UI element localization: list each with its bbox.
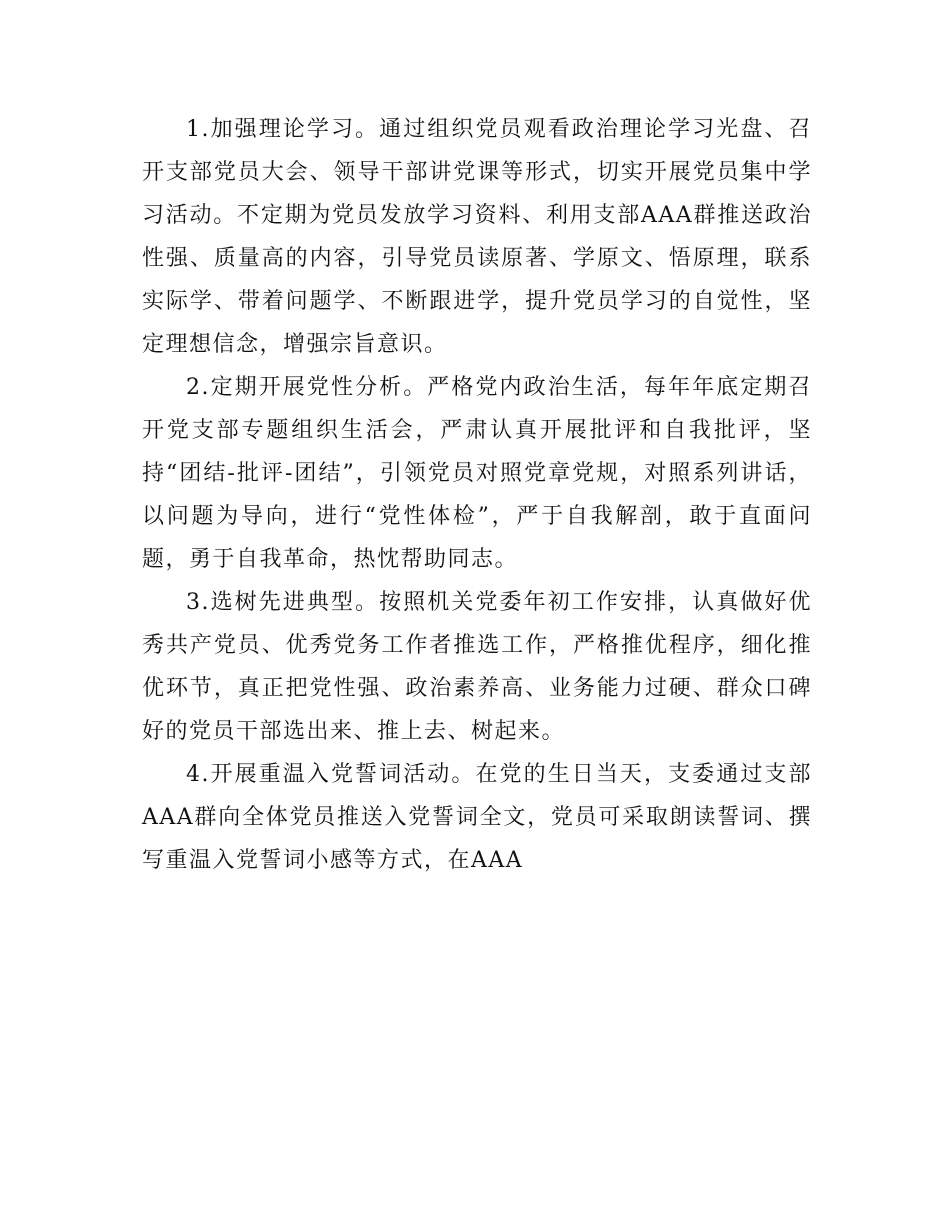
document-body bbox=[142, 108, 812, 882]
paragraph-2: 2.定期开展党性分析。严格党内政治生活，每年年底定期召开党支部专题组织生活会，严肃认真开展批评和自我批评，坚持“团结-批评-团结”，引领党员对照党章党规，对照系列讲话，以问题为导向，进行“党性体检”，严于自我解剖，敢于直面问题，勇于自我革命，热忱帮助同志。 bbox=[142, 375, 812, 572]
paragraph-1: 1.加强理论学习。通过组织党员观看政治理论学习光盘、召开支部党员大会、领导干部讲党课等形式，切实开展党员集中学习活动。不定期为党员发放学习资料、利用支部AAA群推送政治性强、质量高的内容，引导党员读原著、学原文、悟原理，联系实际学、带着问题学、不断跟进学，提升党员学习的自觉性，坚定理想信念，增强宗旨意识。 bbox=[142, 117, 812, 357]
paragraph-3: 3.选树先进典型。按照机关党委年初工作安排，认真做好优秀共产党员、优秀党务工作者推选工作，严格推优程序，细化推优环节，真正把党性强、政治素养高、业务能力过硬、群众口碑好的党员干部选出来、推上去、树起来。 bbox=[142, 590, 812, 744]
paragraph-4: 4.开展重温入党誓词活动。在党的生日当天，支委通过支部AAA群向全体党员推送入党誓词全文，党员可采取朗读誓词、撰写重温入党誓词小感等方式，在AAA bbox=[142, 762, 812, 873]
